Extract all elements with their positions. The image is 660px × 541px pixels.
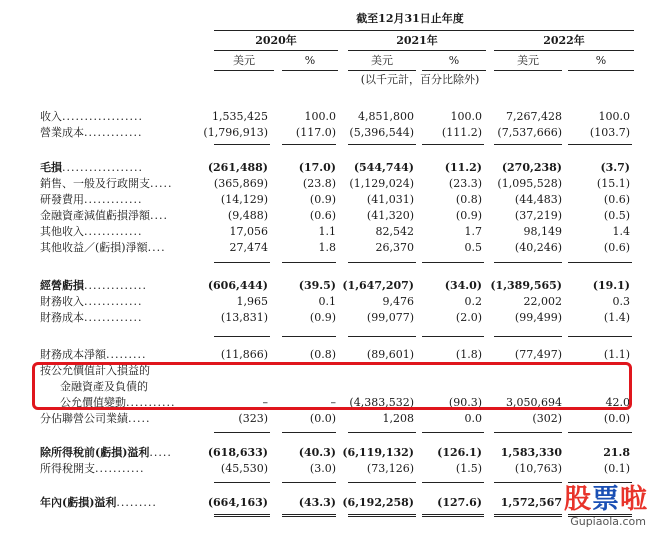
subtotal-rule — [282, 482, 336, 483]
watermark-char-1: 股 — [564, 484, 592, 515]
subtotal-rule — [422, 336, 484, 337]
row-label: 財務收入............. — [40, 295, 143, 308]
highlight-box — [32, 362, 632, 410]
row-value: (89,601) — [366, 348, 414, 361]
row-value: (13,831) — [220, 311, 268, 324]
unit-underline-b — [282, 70, 338, 71]
row-value: (365,869) — [213, 177, 268, 190]
subtotal-rule — [348, 482, 416, 483]
row-leader-dots: ..... — [128, 412, 151, 425]
row-value: (0.6) — [603, 193, 630, 206]
row-leader-dots: ......... — [106, 348, 147, 361]
unit-underline-d — [422, 70, 486, 71]
row-value: (40.3) — [298, 446, 336, 459]
row-label: 按公允價值計入損益的 — [40, 364, 150, 377]
row-value: (1.8) — [455, 348, 482, 361]
row-value: (0.8) — [455, 193, 482, 206]
row-value: (0.9) — [309, 311, 336, 324]
row-value: 7,267,428 — [506, 110, 562, 123]
row-value: 42.0 — [605, 396, 630, 409]
row-value: (1.1) — [603, 348, 630, 361]
unit-underline-a — [214, 70, 274, 71]
row-value: 1,572,567 — [500, 496, 562, 509]
unit-underline-f — [568, 70, 634, 71]
subtotal-rule — [422, 432, 484, 433]
row-value: (3.0) — [309, 462, 336, 475]
year-2020: 2020年 — [255, 34, 297, 47]
row-value: (39.5) — [298, 279, 336, 292]
row-value: (0.9) — [455, 209, 482, 222]
row-value: (23.8) — [302, 177, 336, 190]
row-leader-dots: .................. — [62, 110, 143, 123]
row-value: (103.7) — [589, 126, 630, 139]
row-label: 除所得稅前(虧損)溢利..... — [40, 446, 172, 459]
watermark-url: Gupiaola.com — [570, 515, 646, 528]
row-label: 所得稅開支........... — [40, 462, 145, 475]
unit-usd-2022: 美元 — [517, 54, 539, 67]
row-label: 銷售、一般及行政開支..... — [40, 177, 173, 190]
row-value: 0.5 — [464, 241, 482, 254]
watermark-brand — [564, 477, 648, 516]
subtotal-rule — [422, 262, 484, 263]
row-value: (117.0) — [295, 126, 336, 139]
subtotal-rule — [422, 514, 484, 517]
subtotal-rule — [494, 336, 562, 337]
row-leader-dots: ............. — [84, 311, 143, 324]
subtotal-rule — [494, 262, 562, 263]
row-value: (1,389,565) — [490, 279, 562, 292]
row-value: (19.1) — [592, 279, 630, 292]
row-value: (261,488) — [207, 161, 268, 174]
watermark-char-3: 啦 — [620, 484, 648, 515]
row-value: (1,796,913) — [203, 126, 268, 139]
row-label: 其他收入............. — [40, 225, 143, 238]
row-value: (664,163) — [207, 496, 268, 509]
row-value: (0.8) — [309, 348, 336, 361]
row-value: (77,497) — [514, 348, 562, 361]
row-value: (90.3) — [448, 396, 482, 409]
row-value: (23.3) — [448, 177, 482, 190]
row-leader-dots: ............. — [84, 193, 143, 206]
row-leader-dots: .... — [150, 209, 168, 222]
row-value: 0.1 — [318, 295, 336, 308]
row-label: 其他收益／(虧損)淨額.... — [40, 241, 166, 254]
row-value: 1,583,330 — [500, 446, 562, 459]
subtotal-rule — [568, 262, 632, 263]
watermark-logo — [538, 477, 648, 537]
row-leader-dots: ........... — [126, 396, 176, 409]
row-leader-dots: ............. — [84, 225, 143, 238]
row-value: (17.0) — [298, 161, 336, 174]
row-leader-dots: ............. — [84, 295, 143, 308]
unit-pct-2021: % — [448, 54, 460, 67]
row-value: (73,126) — [366, 462, 414, 475]
subtotal-rule — [348, 432, 416, 433]
year-2021: 2021年 — [396, 34, 438, 47]
unit-underline-c — [348, 70, 416, 71]
row-value: 100.0 — [450, 110, 482, 123]
row-label: 金融資產減值虧損淨額.... — [40, 209, 168, 222]
row-value: (0.6) — [309, 209, 336, 222]
row-value: (99,077) — [366, 311, 414, 324]
row-value: 100.0 — [304, 110, 336, 123]
row-value: 0.0 — [464, 412, 482, 425]
row-value: 3,050,694 — [506, 396, 562, 409]
subtotal-rule — [422, 482, 484, 483]
subtotal-rule — [282, 144, 336, 145]
subtotal-rule — [214, 432, 270, 433]
subtotal-rule — [214, 482, 270, 483]
subtotal-rule — [282, 262, 336, 263]
row-value: (0.5) — [603, 209, 630, 222]
row-value: 26,370 — [375, 241, 414, 254]
subtotal-rule — [348, 514, 416, 517]
subtotal-rule — [282, 432, 336, 433]
row-label: 公允價值變動........... — [60, 396, 176, 409]
row-value: 1.7 — [464, 225, 482, 238]
row-value: (4,383,532) — [349, 396, 414, 409]
year-underline-2020 — [214, 50, 338, 51]
row-value: (34.0) — [444, 279, 482, 292]
row-value: (5,396,544) — [349, 126, 414, 139]
subtotal-rule — [422, 144, 484, 145]
subtotal-rule — [348, 336, 416, 337]
row-value: (37,219) — [514, 209, 562, 222]
row-value: 22,002 — [523, 295, 562, 308]
row-value: 1,965 — [236, 295, 268, 308]
row-value: 4,851,800 — [358, 110, 414, 123]
row-value: 1.1 — [318, 225, 336, 238]
row-value: (1.5) — [455, 462, 482, 475]
row-value: 0.2 — [464, 295, 482, 308]
row-value: 100.0 — [598, 110, 630, 123]
row-value: (99,499) — [514, 311, 562, 324]
row-label: 金融資產及負債的 — [60, 380, 148, 393]
subtotal-rule — [568, 336, 632, 337]
row-value: (1.4) — [603, 311, 630, 324]
row-value: (3.7) — [600, 161, 630, 174]
row-value: (44,483) — [514, 193, 562, 206]
row-value: (606,444) — [207, 279, 268, 292]
row-label: 毛損.................. — [40, 161, 143, 174]
watermark-char-2: 票 — [592, 484, 620, 515]
row-value: (41,320) — [366, 209, 414, 222]
row-value: (270,238) — [501, 161, 562, 174]
row-value: (0.6) — [603, 241, 630, 254]
row-label: 財務成本淨額......... — [40, 348, 147, 361]
row-value: (6,192,258) — [342, 496, 414, 509]
row-value: (11,866) — [220, 348, 268, 361]
row-value: (15.1) — [596, 177, 630, 190]
row-label: 分佔聯營公司業績..... — [40, 412, 151, 425]
subtotal-rule — [214, 144, 270, 145]
row-value: (302) — [532, 412, 562, 425]
row-value: – — [330, 396, 336, 409]
row-value: (323) — [238, 412, 268, 425]
row-value: (127.6) — [437, 496, 482, 509]
row-value: 1,208 — [382, 412, 414, 425]
year-underline-2021 — [348, 50, 486, 51]
row-leader-dots: ..... — [150, 177, 173, 190]
row-value: (6,119,132) — [342, 446, 414, 459]
year-2022: 2022年 — [543, 34, 585, 47]
row-value: (40,246) — [514, 241, 562, 254]
unit-usd-2020: 美元 — [233, 54, 255, 67]
row-value: (45,530) — [220, 462, 268, 475]
row-value: 1.8 — [318, 241, 336, 254]
row-value: (544,744) — [353, 161, 414, 174]
row-value: 98,149 — [523, 225, 562, 238]
row-value: 82,542 — [375, 225, 414, 238]
subtotal-rule — [348, 144, 416, 145]
row-label: 營業成本............. — [40, 126, 143, 139]
unit-underline-e — [494, 70, 562, 71]
subtotal-rule — [568, 432, 632, 433]
unit-pct-2020: % — [304, 54, 316, 67]
subtotal-rule — [214, 514, 270, 517]
row-value: (43.3) — [298, 496, 336, 509]
subtotal-rule — [494, 144, 562, 145]
subtotal-rule — [214, 262, 270, 263]
subtotal-rule — [214, 336, 270, 337]
subtotal-rule — [282, 336, 336, 337]
row-leader-dots: .................. — [62, 161, 143, 174]
subtotal-rule — [348, 262, 416, 263]
row-value: (11.2) — [444, 161, 482, 174]
row-value: (0.0) — [309, 412, 336, 425]
row-value: (7,537,666) — [497, 126, 562, 139]
row-value: (10,763) — [514, 462, 562, 475]
row-label: 經營虧損.............. — [40, 279, 147, 292]
subtotal-rule — [494, 432, 562, 433]
subtotal-rule — [568, 144, 632, 145]
row-value: (1,647,207) — [342, 279, 414, 292]
row-label: 年內(虧損)溢利......... — [40, 496, 157, 509]
row-leader-dots: ......... — [116, 496, 157, 509]
row-leader-dots: ........... — [95, 462, 145, 475]
row-label: 財務成本............. — [40, 311, 143, 324]
row-value: 1.4 — [612, 225, 630, 238]
row-value: (0.1) — [603, 462, 630, 475]
row-value: (1,129,024) — [349, 177, 414, 190]
unit-pct-2022: % — [595, 54, 607, 67]
row-value: – — [262, 396, 268, 409]
row-label: 收入.................. — [40, 110, 143, 123]
row-value: 0.3 — [612, 295, 630, 308]
row-value: 9,476 — [382, 295, 414, 308]
row-value: 21.8 — [603, 446, 630, 459]
row-value: (0.0) — [603, 412, 630, 425]
year-underline-2022 — [494, 50, 634, 51]
row-leader-dots: ............. — [84, 126, 143, 139]
units-note: (以千元計，百分比除外) — [360, 73, 480, 86]
row-value: (111.2) — [441, 126, 482, 139]
row-leader-dots: .... — [147, 241, 166, 254]
subtotal-rule — [282, 514, 336, 517]
row-value: 1,535,425 — [212, 110, 268, 123]
row-leader-dots: ..... — [149, 446, 172, 459]
period-underline — [214, 30, 634, 31]
row-leader-dots: .............. — [84, 279, 147, 292]
period-header: 截至12月31日止年度 — [356, 12, 464, 25]
row-value: (9,488) — [227, 209, 268, 222]
row-value: 27,474 — [229, 241, 268, 254]
unit-usd-2021: 美元 — [371, 54, 393, 67]
row-value: (2.0) — [455, 311, 482, 324]
row-value: (618,633) — [207, 446, 268, 459]
row-value: (1,095,528) — [497, 177, 562, 190]
row-value: (126.1) — [437, 446, 482, 459]
row-value: 17,056 — [229, 225, 268, 238]
row-value: (0.9) — [309, 193, 336, 206]
row-value: (14,129) — [220, 193, 268, 206]
row-value: (41,031) — [366, 193, 414, 206]
row-label: 研發費用............. — [40, 193, 143, 206]
